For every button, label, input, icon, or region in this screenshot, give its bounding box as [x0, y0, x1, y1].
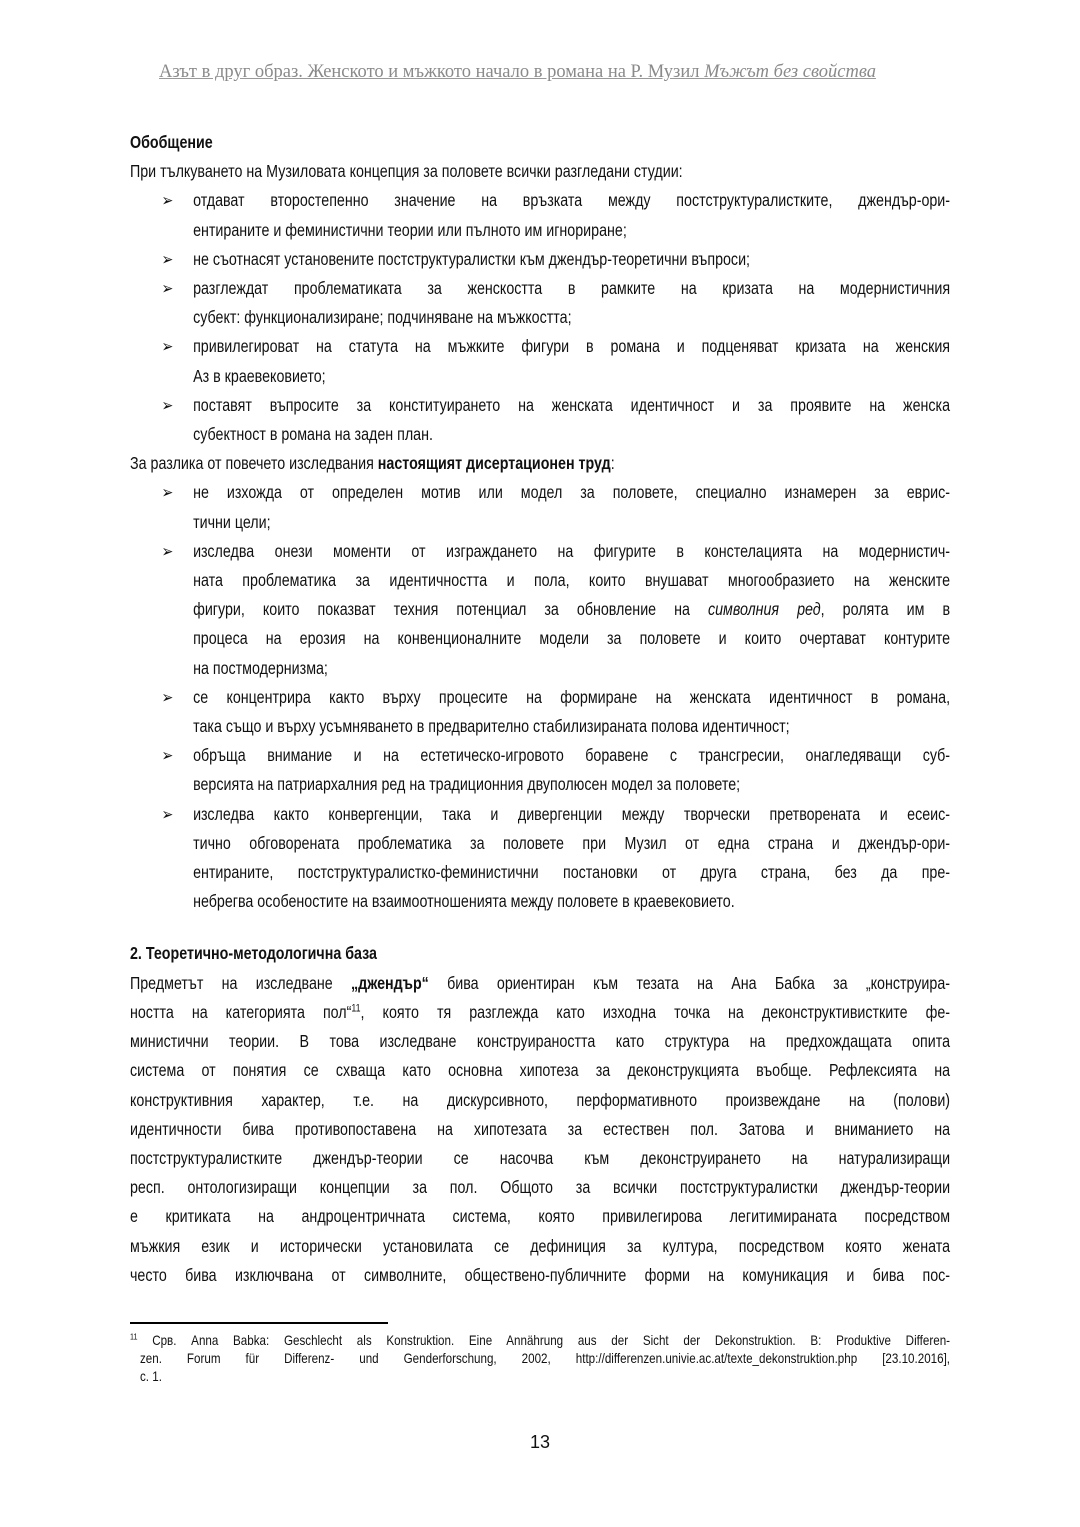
- text-run: отдават второстепенно значение на връзката между постструктуралистките, джендър-ори-: [193, 190, 951, 211]
- arrow-bullet-icon: ➢: [161, 336, 174, 357]
- text-run: , която тя разглежда като изходна точка на деконструктивистките фе-: [360, 1001, 951, 1022]
- text-run: небрегва особеностите на взаимоотношенията между половете в краевековието.: [193, 891, 735, 912]
- list-item: [130, 274, 950, 332]
- body-text: [130, 128, 950, 1290]
- arrow-bullet-icon: ➢: [161, 394, 174, 415]
- text-run: zen. Forum für Differenz- und Genderforschung, 2002, http://differenzen.univie.ac.at/texte_dekonstruktion.php [23.10.2016],: [139, 1350, 951, 1366]
- arrow-bullet-icon: ➢: [161, 278, 174, 299]
- text-run: на постмодернизма;: [193, 657, 328, 678]
- text-run: ността на категорията пол“: [130, 1001, 352, 1022]
- text-run: версията на патриархалния ред на традиционния двуполюсен модел за половете;: [193, 774, 741, 795]
- text-line: [130, 1202, 950, 1231]
- text-line: [193, 508, 950, 537]
- text-line: [130, 1173, 950, 1202]
- arrow-bullet-icon: ➢: [161, 803, 174, 824]
- text-run: субект: функционализиране; подчиняване на мъжкостта;: [193, 307, 572, 328]
- text-run: субектност в романа на заден план.: [193, 424, 433, 445]
- text-line: [193, 362, 950, 391]
- list-item: [130, 537, 950, 683]
- arrow-bullet-icon: ➢: [161, 540, 174, 561]
- text-line: [193, 303, 950, 332]
- text-run: тично обговорената проблематика за половете при Музил от една страна и джендър-ори-: [193, 832, 951, 853]
- text-run: конструктивния характер, т.е. на дискурсивното, перформативното произвеждане на (полови): [130, 1089, 951, 1110]
- text-line: [130, 1086, 950, 1115]
- header-title-italic: Мъжът без свойства: [704, 62, 876, 82]
- text-run: процеса на ерозия на конвенционалните модели за половете и които очертават контурите: [193, 628, 951, 649]
- page-number: 13: [529, 1432, 551, 1452]
- text-line: [193, 624, 950, 653]
- text-run: привилегироват на статута на мъжките фигури в романа и подценяват кризата на женския: [193, 336, 951, 357]
- text-run: система от понятия се схваща като основна хипотеза за деконструкцията въобще. Рефлексията на: [130, 1060, 951, 1081]
- list-item: [130, 683, 950, 741]
- text-line: [130, 157, 950, 186]
- text-run: не изхожда от определен мотив или модел за половете, специално изнамерен за еврис-: [193, 482, 951, 503]
- text-line: [130, 1056, 950, 1085]
- text-run: често бива изключвана от символните, обществено-публичните форми на комуникация и бива пос-: [130, 1264, 951, 1285]
- text-run: се концентрира както върху процесите на формиране на женската идентичност в романа,: [193, 686, 951, 707]
- list-item: [130, 741, 950, 799]
- text-run: ната проблематика за идентичността и пола, които внушават многообразието на женските: [193, 570, 951, 591]
- paragraph: [130, 449, 950, 478]
- text-run: министични теории. В това изследване конструираността като структура на предхождащата опита: [130, 1031, 951, 1052]
- arrow-bullet-icon: ➢: [161, 482, 174, 503]
- text-line: [193, 800, 950, 829]
- text-line: [193, 683, 950, 712]
- list-item: [130, 800, 950, 917]
- text-run: респ. онтологизиращи концепции за пол. Общото за всички постструктуралистки джендър-теории: [130, 1177, 951, 1198]
- header-title: Азът в друг образ. Женското и мъжкото начало в романа на Р. Музил: [159, 62, 700, 82]
- text-line: [193, 537, 950, 566]
- text-line: [130, 939, 950, 968]
- text-line: [193, 858, 950, 887]
- text-run: така също и върху усъмняването в предварително стабилизираната полова идентичност;: [193, 716, 790, 737]
- bold-text: „джендър“: [351, 972, 429, 993]
- text-line: [130, 128, 950, 157]
- text-run: , ролята им в: [820, 599, 951, 620]
- text-run: изследва онези моменти от изграждането на фигурите в констелацията на модернистич-: [193, 540, 951, 561]
- text-run: изследва както конвергенции, така и дивергенции между творчески претворената и есеис-: [193, 803, 951, 824]
- footnote-line: [130, 1367, 950, 1385]
- list-item: [130, 186, 950, 244]
- text-line: [193, 887, 950, 916]
- footnote: [130, 1331, 950, 1385]
- text-line: [130, 1027, 950, 1056]
- arrow-bullet-icon: ➢: [161, 248, 174, 269]
- text-line: [193, 566, 950, 595]
- footnote-line: [130, 1349, 950, 1367]
- text-line: [193, 741, 950, 770]
- text-run: с. 1.: [139, 1368, 162, 1384]
- text-line: [130, 998, 950, 1027]
- arrow-bullet-icon: ➢: [161, 745, 174, 766]
- text-run: поставят въпросите за конституирането на женската идентичност и за проявите на женска: [193, 394, 951, 415]
- list-item: [130, 245, 950, 274]
- text-line: [193, 770, 950, 799]
- text-run: идентичности бива противопоставена на хипотезата за естествен пол. Затова и вниманието на: [130, 1118, 951, 1139]
- text-line: [193, 712, 950, 741]
- text-line: [193, 274, 950, 303]
- text-line: [193, 654, 950, 683]
- text-run: :: [610, 453, 615, 474]
- text-run: не съотнасят установените постструктуралистки към джендър-теоретични въпроси;: [193, 248, 751, 269]
- text-line: [193, 332, 950, 361]
- text-run: бива ориентиран към тезата на Ана Бабка за „конструира-: [428, 972, 951, 993]
- text-run: ентираните и феминистични теории или пълното им игнориране;: [193, 219, 627, 240]
- text-run: мъжкия език и исторически установилата се дефиниция за култура, посредством която жената: [130, 1235, 951, 1256]
- list-item: [130, 391, 950, 449]
- text-run: При тълкуването на Музиловата концепция за половете всички разгледани студии:: [130, 161, 683, 182]
- list-item: [130, 478, 950, 536]
- text-run: фигури, които показват техния потенциал за обновление на: [193, 599, 708, 620]
- running-header: [130, 62, 905, 83]
- list-item: [130, 332, 950, 390]
- text-run: обръща внимание и на естетическо-игровото боравене с трансгресии, онагледяващи суб-: [193, 745, 951, 766]
- text-line: [193, 595, 950, 624]
- paragraph: [130, 969, 950, 1290]
- paragraph: [130, 157, 950, 186]
- section-heading: [130, 128, 950, 157]
- text-line: [193, 245, 950, 274]
- italic-text: символния ред: [707, 599, 821, 620]
- text-run: Обобщение: [130, 132, 213, 152]
- text-line: [193, 420, 950, 449]
- footnote-ref: 11: [130, 1331, 138, 1342]
- text-line: [130, 1232, 950, 1261]
- text-run: За разлика от повечето изследвания: [130, 453, 378, 474]
- text-line: [193, 391, 950, 420]
- arrow-bullet-icon: ➢: [161, 190, 174, 211]
- footnote-line: [130, 1331, 950, 1349]
- text-run: Предметът на изследване: [130, 972, 352, 993]
- text-line: [193, 478, 950, 507]
- footnote-divider: [130, 1322, 388, 1324]
- text-run: постструктуралистките джендър-теории се насочва към деконструирането на натурализиращи: [130, 1147, 951, 1168]
- text-line: [130, 1261, 950, 1290]
- text-line: [130, 449, 950, 478]
- section-heading: [130, 939, 950, 968]
- text-run: тични цели;: [193, 511, 271, 532]
- text-run: Аз в краевековието;: [193, 365, 326, 386]
- bold-text: настоящият дисертационен труд: [377, 453, 611, 474]
- text-line: [193, 216, 950, 245]
- footnote-ref: 11: [351, 1002, 361, 1015]
- text-run: разглеждат проблематиката за женскостта в рамките на кризата на модернистичния: [193, 278, 951, 299]
- text-line: [193, 829, 950, 858]
- text-line: [130, 1115, 950, 1144]
- text-run: ентираните, постструктуралистко-феминистични постановки от друга страна, без да пре-: [193, 862, 951, 883]
- arrow-bullet-icon: ➢: [161, 686, 174, 707]
- text-line: [193, 186, 950, 215]
- text-line: [130, 969, 950, 998]
- text-run: Срв. Anna Babka: Geschlecht als Konstruktion. Eine Annährung aus der Sicht der Dekonstruktion. В: Produktive Differen-: [137, 1332, 951, 1348]
- text-line: [130, 1144, 950, 1173]
- text-run: 2. Теоретично-методологична база: [130, 943, 377, 964]
- text-run: е критиката на андроцентричната система, която привилегирова легитимираната посредством: [130, 1206, 951, 1227]
